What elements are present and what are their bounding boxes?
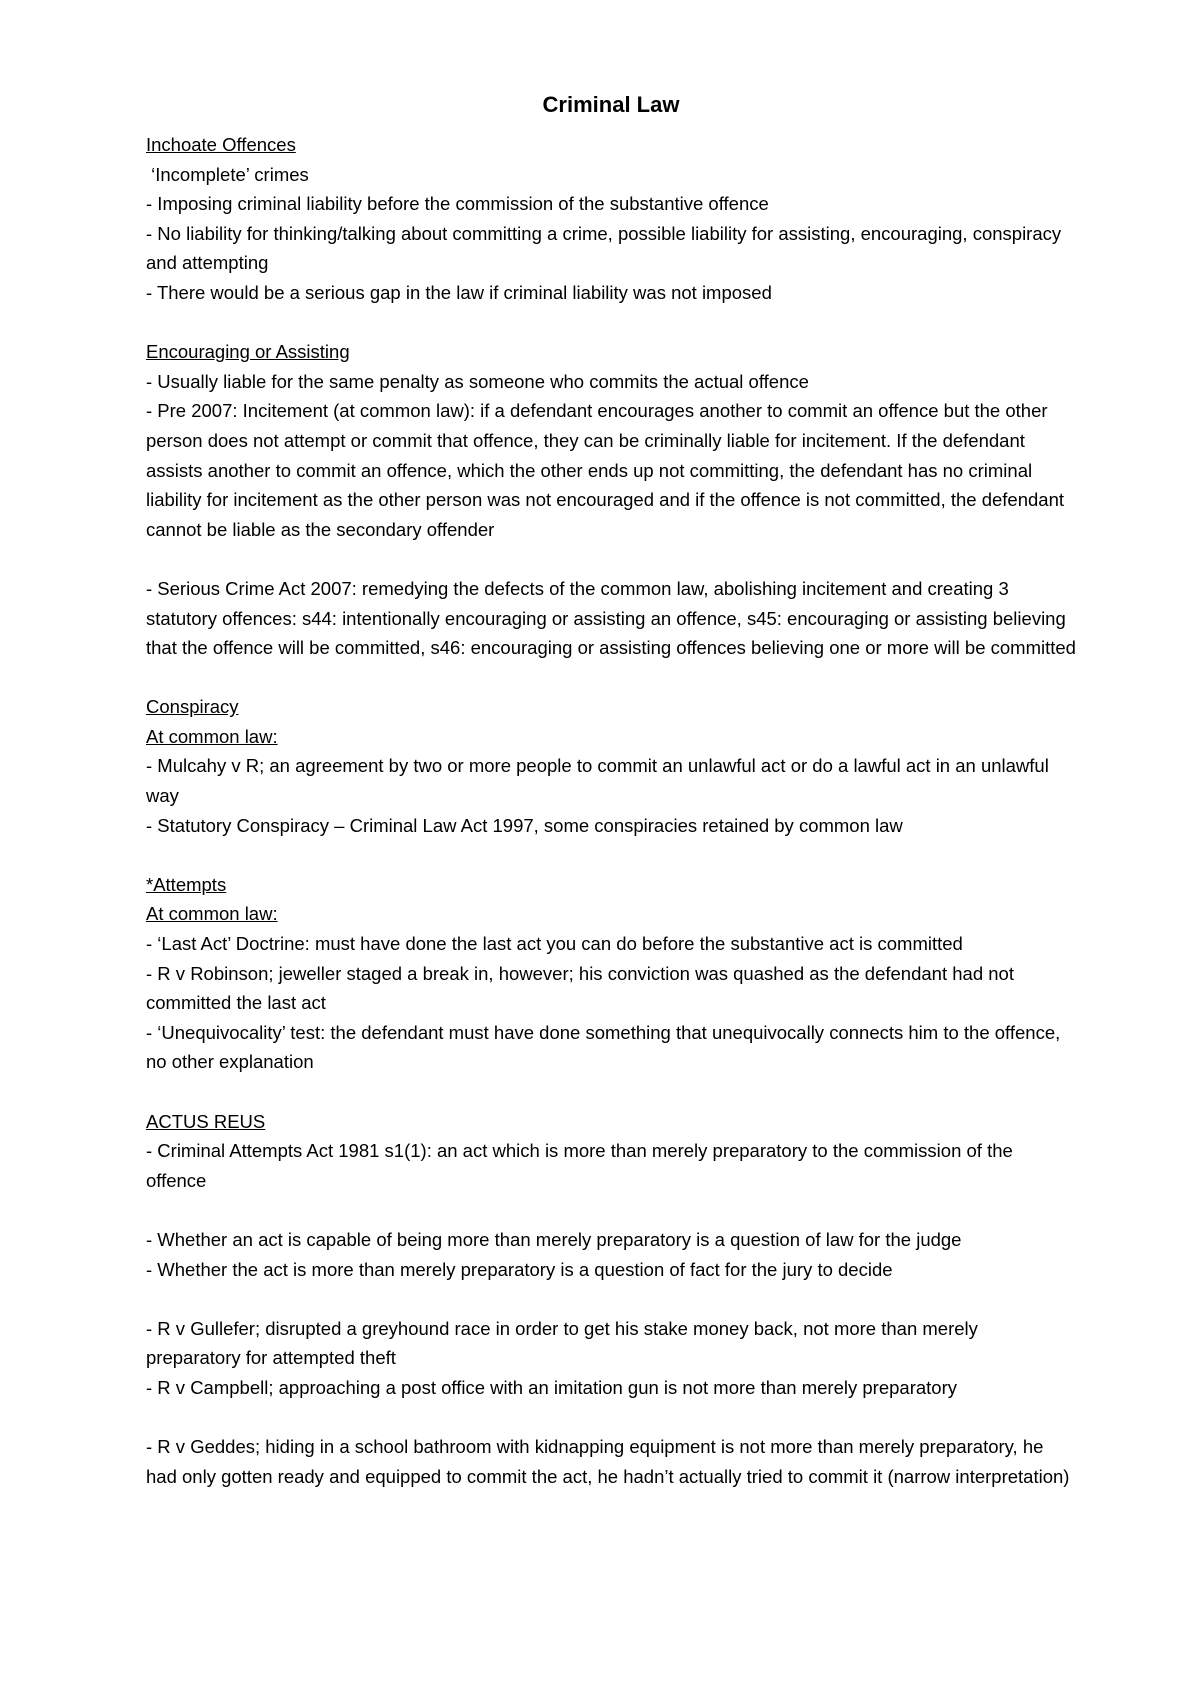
section-inchoate-offences [146,130,1076,308]
section-heading: ACTUS REUS [146,1110,266,1132]
paragraph: - Pre 2007: Incitement (at common law): if a defendant encourages another to commit an offence but the other person does not attempt or commit that offence, they can be criminally liable for incitement. If the defendant assists another to commit an offence, which the other ends up not committing, the defendant has no criminal liability for incitement as the other person was not encouraged and if the offence is not committed, the defendant cannot be liable as the secondary offender [146,400,1065,540]
paragraph: - There would be a serious gap in the law if criminal liability was not imposed [146,281,772,303]
paragraph: - Statutory Conspiracy – Criminal Law Act 1997, some conspiracies retained by common law [146,814,903,836]
section-subheading: At common law: [146,725,278,747]
section-actus-reus [146,1107,1076,1492]
paragraph: ‘Incomplete’ crimes [146,163,309,185]
section-conspiracy [146,692,1076,840]
paragraph: - R v Gullefer; disrupted a greyhound race in order to get his stake money back, not more than merely preparatory for attempted theft [146,1317,978,1369]
paragraph: - Whether an act is capable of being more than merely preparatory is a question of law for the judge [146,1228,962,1250]
section-heading: Inchoate Offences [146,134,296,155]
paragraph: - R v Robinson; jeweller staged a break in, however; his conviction was quashed as the defendant had not committed the last act [146,962,1014,1014]
document-body [146,88,1076,1491]
paragraph: - Whether the act is more than merely preparatory is a question of fact for the jury to decide [146,1258,893,1280]
section-heading: Encouraging or Assisting [146,341,350,363]
paragraph: - ‘Unequivocality’ test: the defendant must have done something that unequivocally connects him to the offence, no other explanation [146,1021,1061,1073]
paragraph: - R v Geddes; hiding in a school bathroom with kidnapping equipment is not more than merely preparatory, he had only gotten ready and equipped to commit the act, he hadn’t actually tried to commit it (narrow interpretation) [146,1436,1070,1487]
paragraph: - No liability for thinking/talking about committing a crime, possible liability for assisting, encouraging, conspiracy and attempting [146,222,1062,274]
section-encouraging-or-assisting [146,337,1076,663]
paragraph: - Criminal Attempts Act 1981 s1(1): an act which is more than merely preparatory to the commission of the offence [146,1140,1013,1191]
section-heading: Conspiracy [146,696,239,718]
paragraph: - R v Campbell; approaching a post office with an imitation gun is not more than merely preparatory [146,1376,957,1398]
document-title: Criminal Law [542,92,680,117]
section-attempts [146,870,1076,1077]
paragraph: - ‘Last Act’ Doctrine: must have done the last act you can do before the substantive act is committed [146,933,963,955]
section-heading: *Attempts [146,873,227,895]
section-subheading: At common law: [146,903,278,925]
paragraph: - Mulcahy v R; an agreement by two or more people to commit an unlawful act or do a lawful act in an unlawful way [146,755,1049,807]
paragraph: - Imposing criminal liability before the commission of the substantive offence [146,193,769,215]
paragraph: - Usually liable for the same penalty as someone who commits the actual offence [146,370,809,392]
paragraph: - Serious Crime Act 2007: remedying the defects of the common law, abolishing incitement and creating 3 statutory offences: s44: intentionally encouraging or assisting an offence, s45: encouraging or assisting believing that the offence will be committed, s46: encouraging or assisting offences believing one or more will be committed [146,577,1076,659]
